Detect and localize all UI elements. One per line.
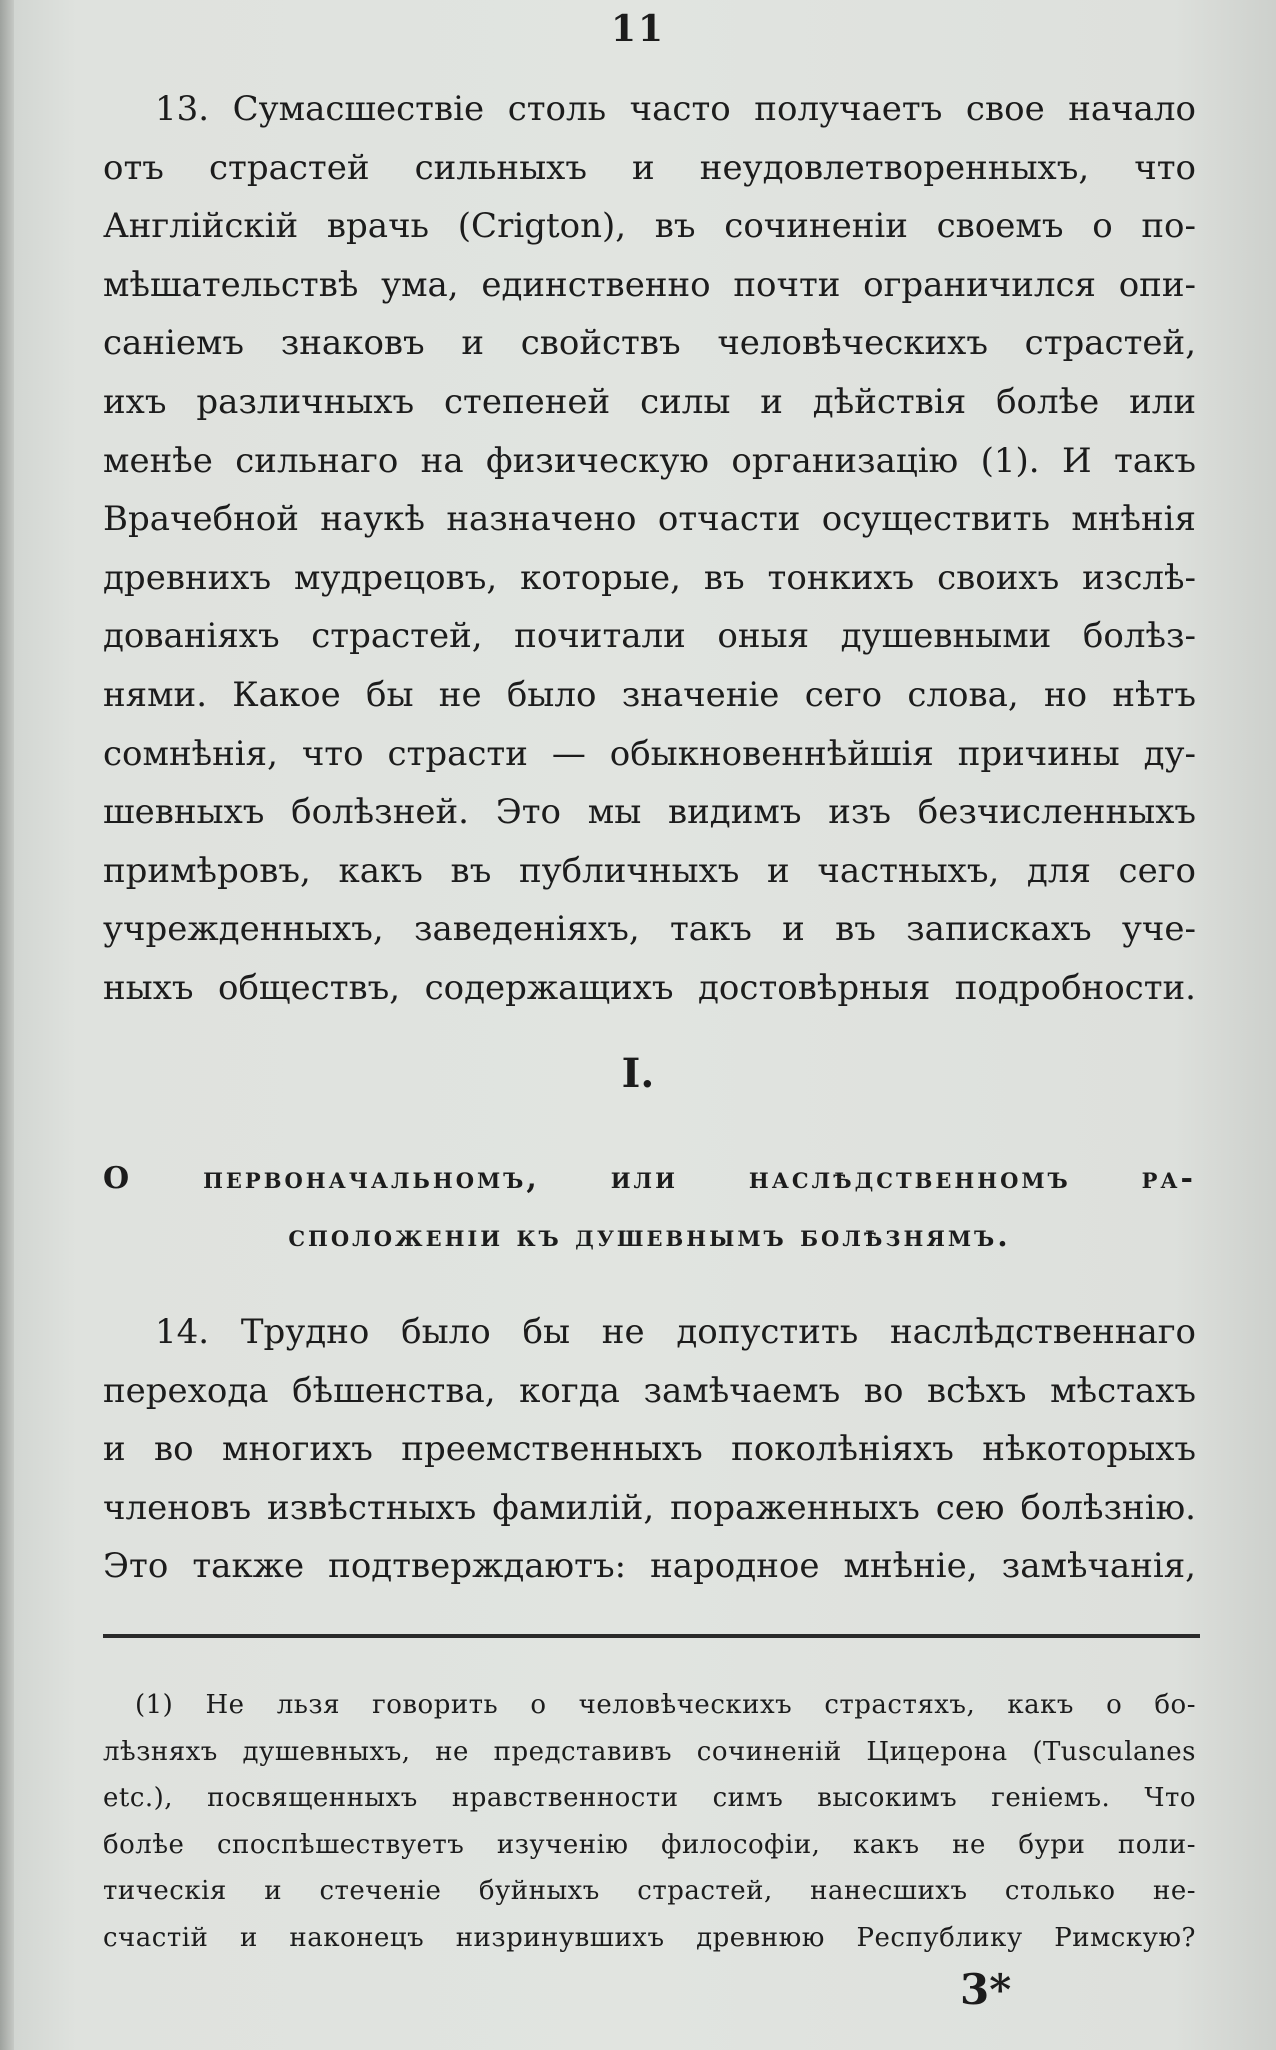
section-title — [103, 1150, 1196, 1266]
text-line: отъ страстей сильныхъ и неудовлетворенныхъ, что — [103, 147, 1196, 188]
text-line: и во многихъ преемственныхъ поколѣніяхъ нѣкоторыхъ — [103, 1429, 1196, 1470]
text-line: нями. Какое бы не было значеніе сего слова, но нѣтъ — [103, 674, 1196, 715]
footnote-line: etc.), посвященныхъ нравственности симъ высокимъ геніемъ. Что — [103, 1783, 1196, 1813]
text-line: ихъ различныхъ степеней силы и дѣйствія болѣе или — [103, 381, 1196, 422]
text-line: Англійскій врачь (Crigton), въ сочиненіи своемъ о по- — [103, 206, 1196, 247]
text-line: мѣшательствѣ ума, единственно почти ограничился опи- — [103, 264, 1196, 305]
footnote-divider — [103, 1634, 1200, 1638]
text-line: ныхъ обществъ, содержащихъ достовѣрныя подробности. — [103, 967, 1196, 1008]
text-line: менѣе сильнаго на физическую организацію (1). И такъ — [103, 440, 1196, 481]
footnote-line: лѣзняхъ душевныхъ, не представивъ сочиненій Цицерона (Tusculanes — [103, 1736, 1196, 1767]
footnote-line: болѣе споспѣшествуетъ изученію философіи, какъ не бури поли- — [103, 1829, 1196, 1860]
page-binding-shadow — [0, 0, 14, 2050]
footnote-line: счастій и наконецъ низринувшихъ древнюю Республику Римскую? — [103, 1922, 1196, 1953]
paragraph-13 — [103, 80, 1196, 1018]
text-line: 13. Сумасшествіе столь часто получаетъ свое начало — [155, 89, 1196, 129]
text-line: Врачебной наукѣ назначено отчасти осуществить мнѣнія — [103, 499, 1196, 540]
text-line: саніемъ знаковъ и свойствъ человѣческихъ страстей, — [103, 323, 1196, 364]
text-line: древнихъ мудрецовъ, которые, въ тонкихъ своихъ изслѣ- — [103, 557, 1196, 598]
footnote — [103, 1682, 1196, 1961]
text-line: дованіяхъ страстей, почитали оныя душевными болѣз- — [103, 616, 1196, 657]
text-line: сомнѣнія, что страсти — обыкновеннѣйшія причины ду- — [103, 733, 1196, 774]
text-line: перехода бѣшенства, когда замѣчаемъ во всѣхъ мѣстахъ — [103, 1370, 1196, 1411]
text-line: 14. Трудно было бы не допустить наслѣдственнаго — [155, 1312, 1196, 1352]
paragraph-14 — [103, 1303, 1196, 1596]
text-line: Это также подтверждаютъ: народное мнѣніе, замѣчанія, — [103, 1546, 1196, 1587]
text-line: учрежденныхъ, заведеніяхъ, такъ и въ запискахъ уче- — [103, 909, 1196, 950]
text-line: шевныхъ болѣзней. Это мы видимъ изъ безчисленныхъ — [103, 792, 1196, 833]
section-title-line: сположеніи къ душевнымъ болѣзнямъ. — [288, 1219, 1011, 1254]
footnote-line: (1) Не льзя говорить о человѣческихъ страстяхъ, какъ о бо- — [135, 1690, 1196, 1720]
section-title-line: О первоначальномъ, или наслѣдственномъ ра- — [103, 1161, 1196, 1196]
footnote-line: тическія и стеченіе буйныхъ страстей, нанесшихъ столько не- — [103, 1876, 1196, 1906]
page-number: 11 — [610, 8, 666, 50]
section-number: I. — [621, 1050, 655, 1097]
signature-mark: 3* — [960, 1965, 1012, 2014]
text-line: примѣровъ, какъ въ публичныхъ и частныхъ, для сего — [103, 850, 1196, 891]
text-line: членовъ извѣстныхъ фамилій, пораженныхъ сею болѣзнію. — [103, 1487, 1196, 1528]
